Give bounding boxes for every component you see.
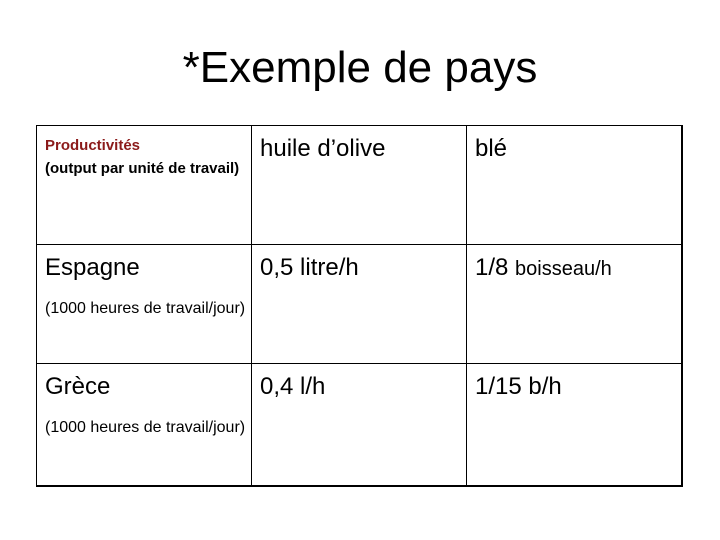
cell-spain-wheat-number: 1/8 [475,254,509,281]
header-label-title: Productivités [45,137,141,154]
slide-title: *Exemple de pays [182,43,538,92]
country-note: (1000 heures de travail/jour) [45,300,246,317]
cell-greece-olive-oil: 0,4 l/h [252,364,467,485]
column-header-olive-oil: huile d’olive [252,126,467,245]
country-name: Espagne [45,254,140,281]
row-label-spain [37,245,252,364]
column-header-wheat: blé [467,126,681,245]
header-label-subtitle: (output par unité de travail) [45,160,240,177]
cell-spain-olive-oil: 0,5 litre/h [252,245,467,364]
row-label-greece [37,364,252,485]
country-note: (1000 heures de travail/jour) [45,419,246,436]
productivity-table [36,125,683,487]
cell-spain-wheat-unit: boisseau/h [515,258,612,280]
table-header-label [37,126,252,245]
cell-greece-wheat: 1/15 b/h [475,373,562,400]
cell-spain-wheat [467,245,681,364]
country-name: Grèce [45,373,111,400]
